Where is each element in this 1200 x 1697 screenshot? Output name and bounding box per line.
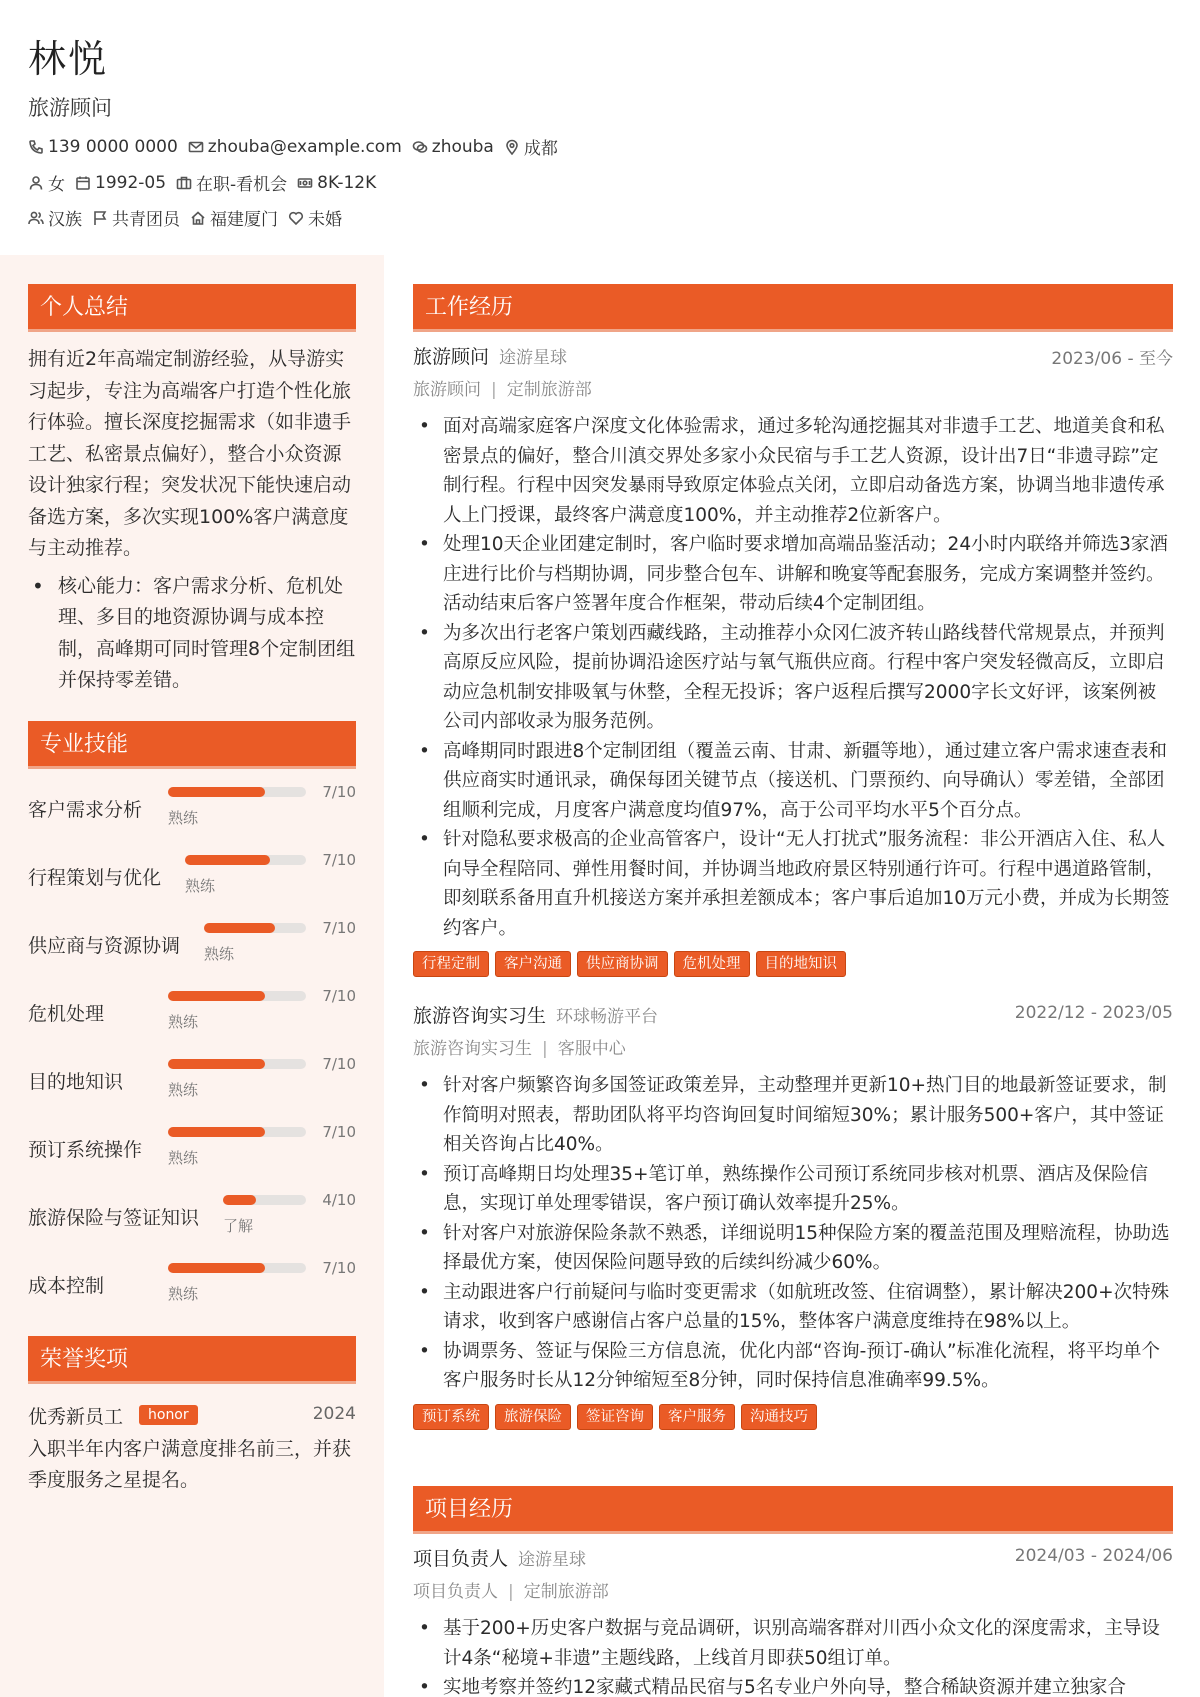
skill-row	[28, 909, 356, 977]
phone-item	[28, 137, 178, 157]
salary-item	[297, 173, 376, 193]
skill-tag: 客户沟通	[495, 951, 571, 977]
skill-row	[28, 977, 356, 1045]
skill-score: 7/10	[322, 783, 356, 801]
politics-text: 共青团员	[112, 210, 180, 230]
skill-name: 行程策划与优化	[28, 867, 162, 889]
birth-text: 1992-05	[95, 172, 167, 193]
main-content	[413, 255, 1173, 1697]
skill-tag: 危机处理	[674, 951, 750, 977]
entry-dept: 客服中心	[557, 1039, 626, 1059]
skill-level: 熟练	[168, 1149, 199, 1167]
skill-bar	[168, 1127, 306, 1137]
status-item	[176, 170, 287, 195]
email-text: zhouba@example.com	[207, 136, 402, 157]
skill-row	[28, 1181, 356, 1249]
flag-icon	[92, 210, 108, 226]
candidate-role: 旅游顾问	[28, 96, 112, 120]
hometown-item	[190, 205, 278, 230]
marital-text: 未婚	[308, 210, 342, 230]
award-date: 2024	[312, 1404, 356, 1424]
skill-bar	[168, 787, 306, 797]
skill-score: 7/10	[322, 851, 356, 869]
skill-row	[28, 841, 356, 909]
award-row	[28, 1398, 356, 1434]
summary-section	[28, 284, 356, 697]
entry-bullet: • 协调票务、签证与保险三方信息流，优化内部“咨询-预订-确认”标准化流程，将平均单个客户服务时长从12分钟缩短至8分钟，同时保持信息准确率99.5%。	[443, 1337, 1173, 1396]
skill-bar-fill	[168, 1127, 265, 1137]
skills-title: 专业技能	[28, 721, 356, 769]
skill-bar	[168, 991, 306, 1001]
sidebar	[0, 255, 384, 1697]
skill-tag: 预订系统	[413, 1404, 489, 1430]
separator: |	[542, 1039, 548, 1059]
entry-bullet: • 为多次出行老客户策划西藏线路，主动推荐小众冈仁波齐转山路线替代常规景点，并预判高原反应风险，提前协调沿途医疗站与氧气瓶供应商。行程中客户突发轻微高反，立即启动应急机制安排吸氧与休整，全程无投诉；客户返程后撰写2000字长文好评，该案例被公司内部收录为服务范例。	[443, 619, 1173, 737]
wechat-text: zhouba	[431, 136, 494, 157]
skill-bar-fill	[168, 787, 265, 797]
skill-tag: 沟通技巧	[741, 1404, 817, 1430]
skill-tag: 目的地知识	[756, 951, 847, 977]
skill-level: 熟练	[185, 877, 216, 895]
entry-bullets	[413, 1614, 1173, 1697]
calendar-icon	[75, 175, 91, 191]
resume-header	[0, 0, 1200, 255]
work-section-header	[413, 284, 1173, 332]
skill-tag: 旅游保险	[495, 1404, 571, 1430]
skills-list	[28, 773, 356, 1317]
phone-icon	[28, 139, 44, 155]
skill-score: 7/10	[322, 1259, 356, 1277]
entry-date: 2023/06 - 至今	[1051, 349, 1173, 369]
entry-dept: 定制旅游部	[523, 1582, 609, 1602]
entry-bullet: • 面对高端家庭客户深度文化体验需求，通过多轮沟通挖掘其对非遗手工艺、地道美食和私密景点的偏好，整合川滇交界处多家小众民宿与手工艺人资源，设计出7日“非遗寻踪”定制行程。行程中因突发暴雨导致原定体验点关闭，立即启动备选方案，协调当地非遗传承人上门授课，最终客户满意度100%，并主动推荐2位新客户。	[443, 412, 1173, 530]
skill-bar	[168, 1263, 306, 1273]
hometown-text: 福建厦门	[210, 210, 278, 230]
entry-bullet: • 针对客户对旅游保险条款不熟悉，详细说明15种保险方案的覆盖范围及理赔流程，协助选择最优方案，使因保险问题导致的后续纠纷减少60%。	[443, 1219, 1173, 1278]
awards-title: 荣誉奖项	[28, 1336, 356, 1384]
skill-level: 了解	[223, 1217, 254, 1235]
summary-bullet: • 核心能力：客户需求分析、危机处理、多目的地资源协调与成本控制，高峰期可同时管理8个定制团组并保持零差错。	[58, 571, 356, 697]
users-icon	[28, 210, 44, 226]
entry-bullet: • 针对客户频繁咨询多国签证政策差异，主动整理并更新10+热门目的地最新签证要求，制作简明对照表，帮助团队将平均咨询回复时间缩短30%；累计服务500+客户，其中签证相关咨询占比40%。	[443, 1071, 1173, 1160]
briefcase-icon	[176, 175, 192, 191]
summary-text: 拥有近2年高端定制游经验，从导游实习起步，专注为高端客户打造个性化旅行体验。擅长深度挖掘需求（如非遗手工艺、私密景点偏好），整合小众资源设计独家行程；突发状况下能快速启动备选方案，多次实现100%客户满意度与主动推荐。	[28, 348, 352, 559]
skill-row	[28, 1113, 356, 1181]
skill-tag: 签证咨询	[577, 1404, 653, 1430]
entry-date: 2022/12 - 2023/05	[1014, 1003, 1173, 1023]
skills-section	[28, 721, 356, 1317]
skill-tag: 客户服务	[659, 1404, 735, 1430]
skill-row	[28, 773, 356, 841]
award-name: 优秀新员工	[28, 1406, 124, 1428]
background-row	[28, 205, 352, 230]
gender-text: 女	[48, 175, 65, 195]
separator: |	[491, 380, 497, 400]
money-icon	[297, 175, 313, 191]
skill-row	[28, 1249, 356, 1317]
entry-tags	[413, 1404, 1173, 1430]
mail-icon	[188, 139, 204, 155]
heart-icon	[288, 210, 304, 226]
award-desc: 入职半年内客户满意度排名前三，并获季度服务之星提名。	[28, 1438, 352, 1491]
entry-position: 旅游咨询实习生	[413, 1039, 532, 1059]
entry-company: 途游星球	[499, 348, 568, 368]
entry-date: 2024/03 - 2024/06	[1014, 1546, 1173, 1566]
project-title: 项目经历	[413, 1486, 1173, 1534]
entry-subline	[413, 374, 1173, 406]
entry-subline	[413, 1576, 1173, 1608]
skill-score: 7/10	[322, 987, 356, 1005]
entry-title: 旅游顾问	[413, 346, 490, 368]
skill-score: 7/10	[322, 1055, 356, 1073]
skill-score: 7/10	[322, 919, 356, 937]
project-section-header	[413, 1486, 1173, 1534]
entry-position: 旅游顾问	[413, 380, 481, 400]
politics-item	[92, 205, 180, 230]
entry-company: 环球畅游平台	[556, 1007, 659, 1027]
entry-bullets	[413, 412, 1173, 943]
skill-bar-fill	[185, 855, 270, 865]
skill-bar	[204, 923, 306, 933]
skill-bar-fill	[168, 991, 265, 1001]
user-icon	[28, 175, 44, 191]
gender-item	[28, 170, 65, 195]
skill-bar	[185, 855, 306, 865]
entry-head	[413, 1544, 1173, 1576]
skill-bar-fill	[168, 1263, 265, 1273]
entry-head	[413, 342, 1173, 374]
skill-level: 熟练	[168, 1081, 199, 1099]
skill-bar-fill	[168, 1059, 265, 1069]
skill-name: 供应商与资源协调	[28, 935, 181, 957]
skill-name: 目的地知识	[28, 1071, 124, 1093]
skill-name: 预订系统操作	[28, 1139, 143, 1161]
work-title: 工作经历	[413, 284, 1173, 332]
home-icon	[190, 210, 206, 226]
skill-level: 熟练	[204, 945, 235, 963]
location-icon	[504, 139, 520, 155]
marital-item	[288, 205, 342, 230]
entry-bullet: • 针对隐私要求极高的企业高管客户，设计“无人打扰式”服务流程：非公开酒店入住、私人向导全程陪同、弹性用餐时间，并协调当地政府景区特别通行许可。行程中遇道路管制，即刻联系备用直升机接送方案并承担差额成本；客户事后追加10万元小费，并成为长期签约客户。	[443, 825, 1173, 943]
skill-score: 4/10	[322, 1191, 356, 1209]
skill-bar	[223, 1195, 306, 1205]
entry-bullet: • 预订高峰期日均处理35+笔订单，熟练操作公司预订系统同步核对机票、酒店及保险信息，实现订单处理零错误，客户预订确认效率提升25%。	[443, 1160, 1173, 1219]
skill-bar	[168, 1059, 306, 1069]
birth-item	[75, 173, 166, 193]
entry-bullets	[413, 1071, 1173, 1396]
job-entry	[413, 342, 1173, 977]
personal-row	[28, 170, 386, 195]
skill-name: 客户需求分析	[28, 799, 143, 821]
project-entry	[413, 1544, 1173, 1697]
entry-subline	[413, 1033, 1173, 1065]
phone-text: 139 0000 0000	[48, 136, 178, 157]
skill-name: 成本控制	[28, 1275, 105, 1297]
contact-row	[28, 134, 568, 159]
entry-head	[413, 1001, 1173, 1033]
skill-tag: 供应商协调	[577, 951, 668, 977]
skill-level: 熟练	[168, 1285, 199, 1303]
awards-section	[28, 1336, 356, 1496]
entry-bullet: • 高峰期同时跟进8个定制团组（覆盖云南、甘肃、新疆等地），通过建立客户需求速查表和供应商实时通讯录，确保每团关键节点（接送机、门票预约、向导确认）零差错，全部团组顺利完成，月度客户满意度均值97%，高于公司平均水平5个百分点。	[443, 737, 1173, 826]
entry-company: 途游星球	[518, 1550, 587, 1570]
skill-name: 旅游保险与签证知识	[28, 1207, 200, 1229]
job-entry	[413, 1001, 1173, 1430]
candidate-name: 林悦	[28, 37, 109, 81]
separator: |	[508, 1582, 514, 1602]
entry-dept: 定制旅游部	[506, 380, 592, 400]
skill-score: 7/10	[322, 1123, 356, 1141]
entry-tags	[413, 951, 1173, 977]
summary-title: 个人总结	[28, 284, 356, 332]
award-badge: honor	[139, 1405, 198, 1425]
wechat-icon	[412, 139, 428, 155]
entry-title: 项目负责人	[413, 1548, 509, 1570]
entry-bullet: • 主动跟进客户行前疑问与临时变更需求（如航班改签、住宿调整），累计解决200+次特殊请求，收到客户感谢信占客户总量的15%，整体客户满意度维持在98%以上。	[443, 1278, 1173, 1337]
salary-text: 8K-12K	[317, 172, 377, 193]
skill-row	[28, 1045, 356, 1113]
skill-tag: 行程定制	[413, 951, 489, 977]
entry-bullet: • 处理10天企业团建定制时，客户临时要求增加高端品鉴活动；24小时内联络并筛选3家酒庄进行比价与档期协调，同步整合包车、讲解和晚宴等配套服务，完成方案调整并签约。活动结束后客户签署年度合作框架，带动后续4个定制团组。	[443, 530, 1173, 619]
city-item	[504, 134, 558, 159]
email-item	[188, 137, 402, 157]
skill-name: 危机处理	[28, 1003, 105, 1025]
entry-position: 项目负责人	[413, 1582, 498, 1602]
wechat-item	[412, 137, 494, 157]
ethnicity-item	[28, 205, 82, 230]
entry-bullet: • 实地考察并签约12家藏式精品民宿与5名专业户外向导，整合稀缺资源并建立独家合	[443, 1673, 1173, 1697]
skill-bar-fill	[204, 923, 275, 933]
skill-level: 熟练	[168, 1013, 199, 1031]
entry-title: 旅游咨询实习生	[413, 1005, 547, 1027]
skill-level: 熟练	[168, 809, 199, 827]
ethnicity-text: 汉族	[48, 210, 82, 230]
status-text: 在职-看机会	[196, 175, 288, 195]
summary-bullets	[28, 571, 356, 697]
city-text: 成都	[523, 139, 558, 159]
skill-bar-fill	[223, 1195, 256, 1205]
entry-bullet: • 基于200+历史客户数据与竞品调研，识别高端客群对川西小众文化的深度需求，主导设计4条“秘境+非遗”主题线路，上线首月即获50组订单。	[443, 1614, 1173, 1673]
